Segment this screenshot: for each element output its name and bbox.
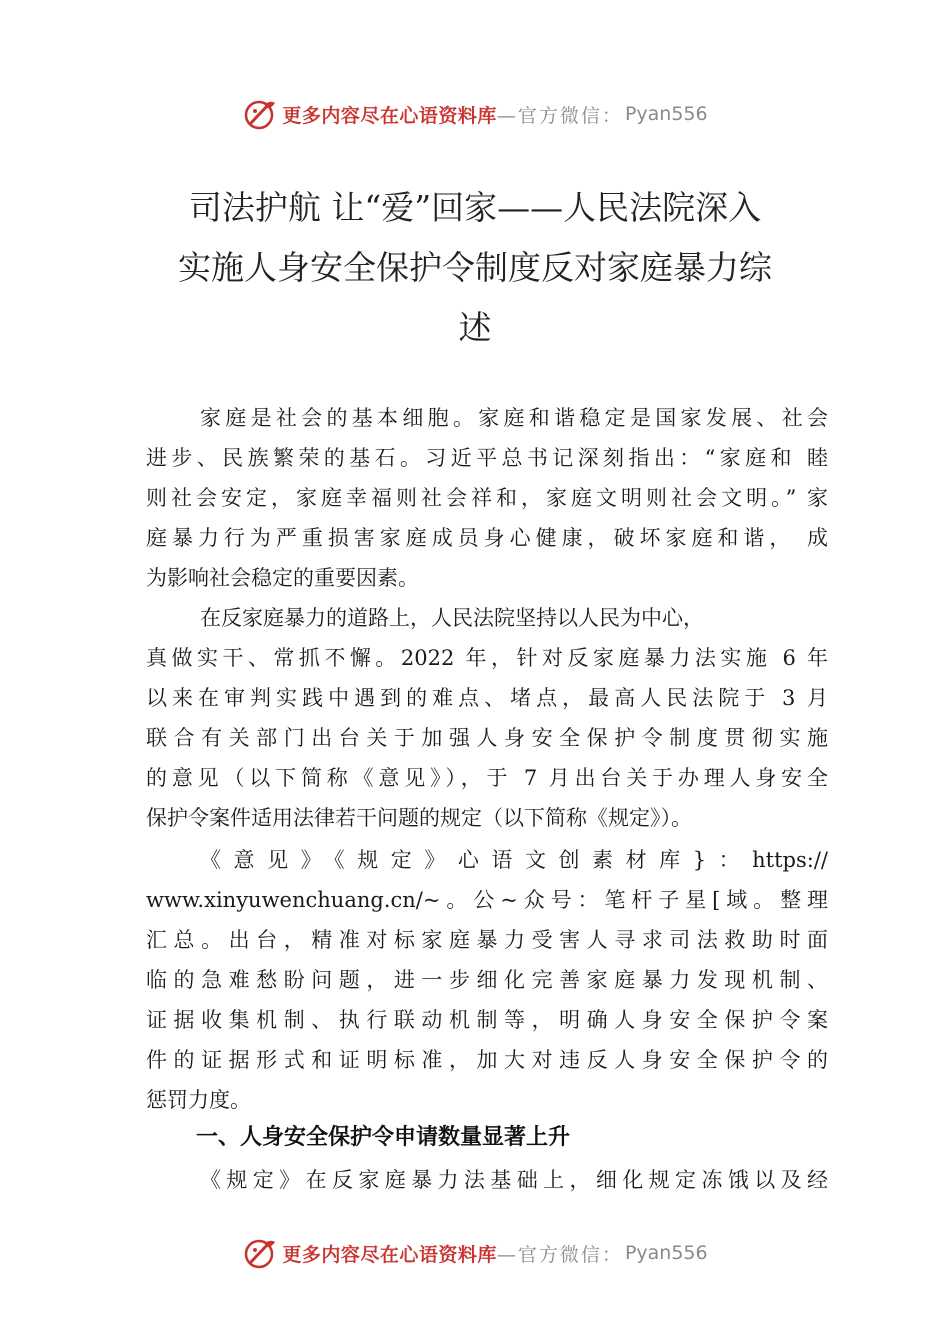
paragraph-line: 在反家庭暴力的道路上，人民法院坚持以人民为中心， [200,606,704,630]
paragraph-line: 惩罚力度。 [146,1088,251,1112]
paragraph-line: 真做实干、常抓不懈。2022 年，针对反家庭暴力法实施 6 年 [146,646,828,670]
paragraph-4 [146,1160,828,1200]
paragraph-line: 则社会安定，家庭幸福则社会祥和，家庭文明则社会文明。” 家 [146,486,828,510]
paragraph-line: 证据收集机制、执行联动机制等，明确人身安全保护令案 [146,1008,828,1032]
banner-handle: Pyan556 [624,1242,708,1264]
brush-logo-icon [242,96,278,132]
banner-grey-text: —官方微信： [496,104,623,127]
paragraph-line: 汇总。出台，精准对标家庭暴力受害人寻求司法救助时面 [146,928,828,952]
document-title [140,178,810,358]
paragraph-line: 件的证据形式和证明标准，加大对违反人身安全保护令的 [146,1048,828,1072]
paragraph-line: 的意见（以下简称《意见》），于 7 月出台关于办理人身安全 [146,766,828,790]
banner-grey-text: —官方微信： [496,1243,623,1266]
title-line-1: 司法护航 让“爱”回家——人民法院深入 [188,188,762,227]
header-watermark-banner [0,94,950,134]
section-heading-1: 一、人身安全保护令申请数量显著上升 [196,1125,571,1150]
paragraph-2 [146,598,828,838]
title-line-2: 实施人身安全保护令制度反对家庭暴力综 [178,248,772,287]
paragraph-line: 家庭是社会的基本细胞。家庭和谐稳定是国家发展、社会 [200,406,828,430]
paragraph-line: 临的急难愁盼问题，进一步细化完善家庭暴力发现机制、 [146,968,828,992]
paragraph-line: 联合有关部门出台关于加强人身安全保护令制度贯彻实施 [146,726,828,750]
banner-handle: Pyan556 [624,103,708,125]
banner-red-text: 更多内容尽在心语资料库 [282,1243,497,1266]
paragraph-line: www.xinyuwenchuang.cn/~。公~众号：笔杆子星[域。整理 [146,888,828,912]
banner-red-text: 更多内容尽在心语资料库 [282,104,497,127]
paragraph-3 [146,840,828,1120]
paragraph-line: 以来在审判实践中遇到的难点、堵点，最高人民法院于 3 月 [146,686,828,710]
brush-logo-icon [242,1235,278,1271]
paragraph-line: 为影响社会稳定的重要因素。 [146,566,419,590]
paragraph-line: 《规定》在反家庭暴力法基础上，细化规定冻饿以及经 [200,1168,828,1192]
paragraph-line: 《意见》《规定》心语文创素材库}：https:// [200,848,828,872]
paragraph-1 [146,398,828,598]
paragraph-line: 进步、民族繁荣的基石。习近平总书记深刻指出：“家庭和 睦 [146,446,828,470]
paragraph-line: 庭暴力行为严重损害家庭成员身心健康，破坏家庭和谐， 成 [146,526,828,550]
paragraph-line: 保护令案件适用法律若干问题的规定（以下简称《规定》）。 [146,806,692,830]
title-line-3: 述 [458,308,492,347]
footer-watermark-banner [0,1233,950,1273]
